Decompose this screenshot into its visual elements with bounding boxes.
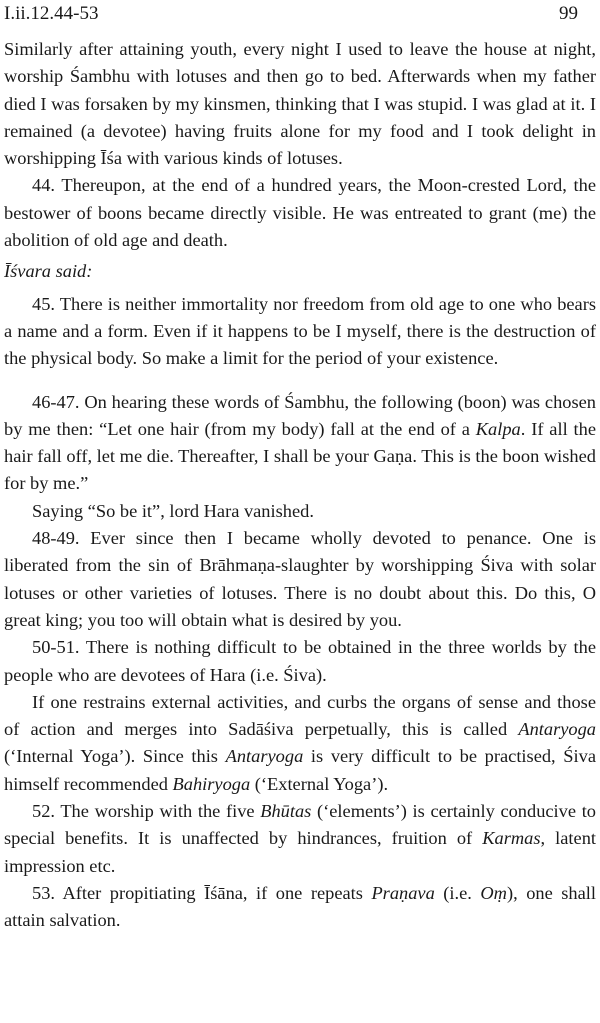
speaker-heading: Īśvara said: bbox=[4, 261, 93, 282]
paragraph-intro: Similarly after attaining youth, every night I used to leave the house at night, worship Śambhu with lotuses and then go to bed. Afterwards when my father died I was forsaken by my kinsmen, thinking that I was stupid. I was glad at it. I remained (a devotee) having fruits alone for my food and I took delight in worshipping Īśa with various kinds of lotuses. bbox=[4, 39, 596, 169]
page-number: 99 bbox=[559, 3, 578, 24]
running-head bbox=[4, 0, 596, 36]
paragraph-verse-46-47: 46-47. On hearing these words of Śambhu, the following (boon) was chosen by me then: “Let one hair (from my body) fall at the end of a Kalpa. If all the hair fall off, let me die. Thereafter, I shall be your Gaṇa. This is the boon wished for by me.” bbox=[4, 391, 596, 494]
paragraph-verse-45: 45. There is neither immortality nor freedom from old age to one who bears a name and a form. Even if it happens to be I myself, there is the destruction of the physical body. So make a limit for the period of your existence. bbox=[4, 293, 596, 369]
paragraph-hara-vanished: Saying “So be it”, lord Hara vanished. bbox=[32, 500, 314, 521]
body-text bbox=[4, 36, 596, 935]
paragraph-verse-44: 44. Thereupon, at the end of a hundred years, the Moon-crested Lord, the bestower of boons became directly visible. He was entreated to grant (me) the abolition of old age and death. bbox=[4, 175, 596, 251]
paragraph-verse-50-51: 50-51. There is nothing difficult to be obtained in the three worlds by the people who are devotees of Hara (i.e. Śiva). bbox=[4, 637, 596, 685]
paragraph-antaryoga: If one restrains external activities, and curbs the organs of sense and those of action and merges into Sadāśiva perpetually, this is called Antaryoga (‘Internal Yoga’). Since this Antaryoga is very difficult to be practised, Śiva himself recommended Bahiryoga (‘External Yoga’). bbox=[4, 691, 596, 794]
paragraph-verse-48-49: 48-49. Ever since then I became wholly devoted to penance. One is liberated from the sin of Brāhmaṇa-slaughter by worshipping Śiva with solar lotuses or other varieties of lotuses. There is no doubt about this. Do this, O great king; you too will obtain what is desired by you. bbox=[4, 528, 596, 630]
paragraph-verse-53: 53. After propitiating Īśāna, if one repeats Praṇava (i.e. Oṃ), one shall attain salvation. bbox=[4, 882, 596, 931]
chapter-reference: I.ii.12.44-53 bbox=[4, 3, 99, 24]
paragraph-verse-52: 52. The worship with the five Bhūtas (‘elements’) is certainly conducive to special benefits. It is unaffected by hindrances, fruition of Karmas, latent impression etc. bbox=[4, 801, 596, 876]
